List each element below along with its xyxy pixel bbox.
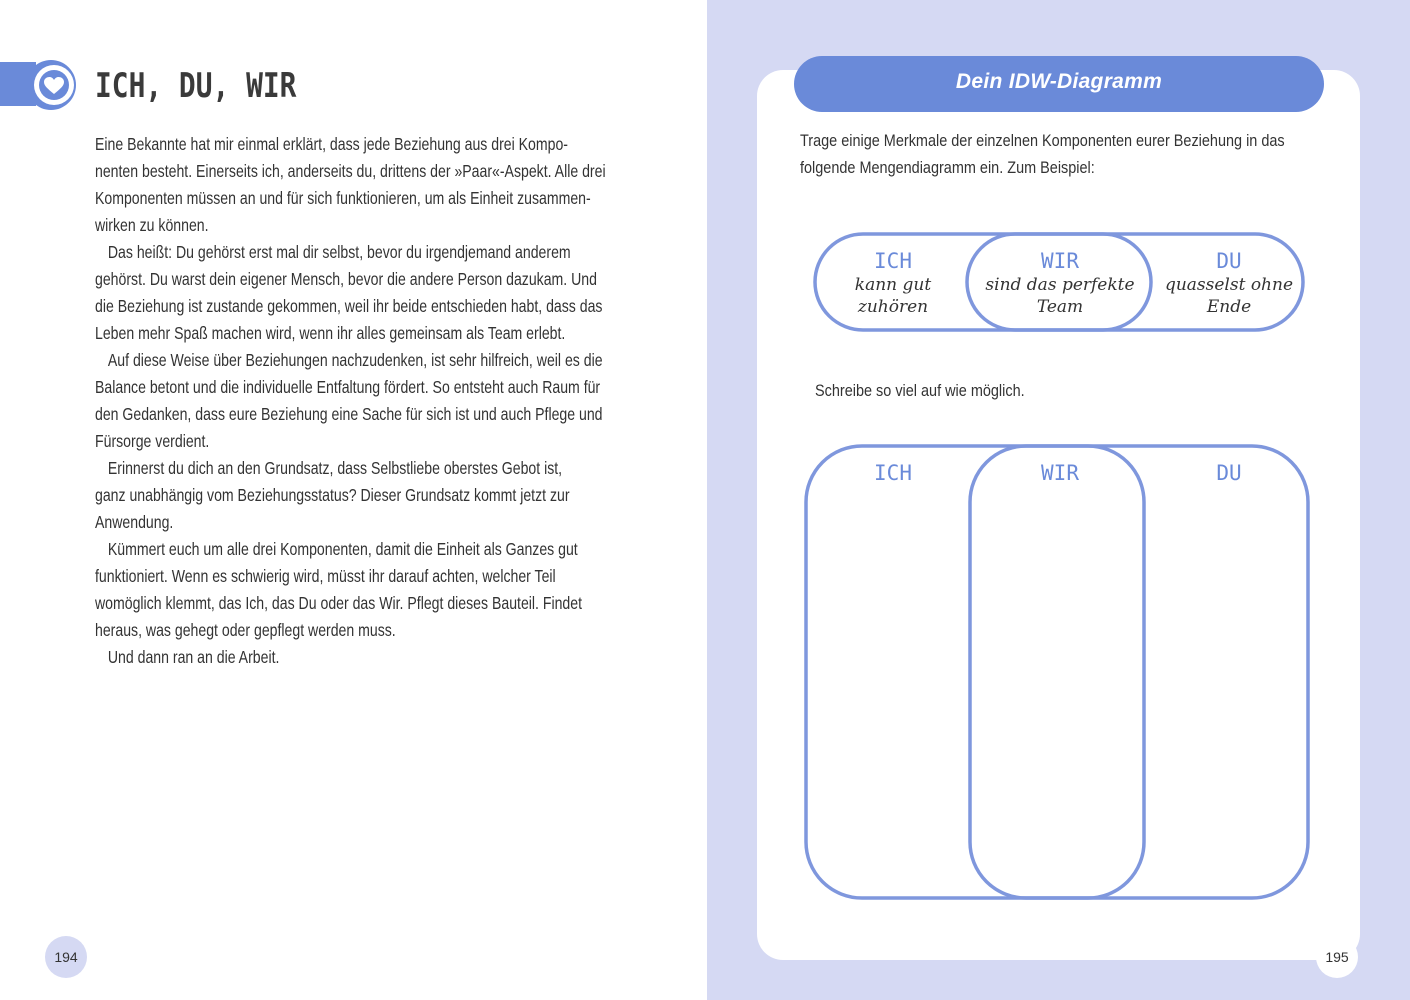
example-wir-text: Team <box>1036 297 1084 317</box>
blank-ich-label: ICH <box>874 461 912 485</box>
paragraph: Erinnerst du dich an den Grundsatz, dass Selbstliebe oberstes Gebot ist, ganz unabhängig vom Beziehungsstatus? Dieser Grundsatz kommt jetzt zur Anwendung. <box>95 458 570 532</box>
example-du-text: quasselst ohne <box>1164 275 1294 295</box>
example-wir-label: WIR <box>1041 249 1079 273</box>
blank-ich-wir-outline <box>806 446 1144 898</box>
paragraph: Kümmert euch um alle drei Komponenten, damit die Einheit als Ganzes gut funktioniert. Wenn es schwierig wird, müsst ihr darauf achten, welcher Teil womöglich klemmt, das Ich, das Du oder das Wir. Pflegt dieses Bauteil. Findet heraus, was gehegt oder gepflegt werden muss. <box>95 539 583 640</box>
paragraph: Und dann ran an die Arbeit. <box>107 647 280 667</box>
paragraph: Auf diese Weise über Beziehungen nachzudenken, ist sehr hilfreich, weil es die Balance betont und die individuelle Entfaltung fördert. So entsteht auch Raum für den Gedanken, dass eure Beziehung eine Sache für sich ist und auch Pflege und Fürsorge verdient. <box>95 350 603 451</box>
example-wir-text: sind das perfekte <box>985 275 1135 295</box>
blank-wir-label: WIR <box>1041 461 1079 485</box>
page-title: ICH, DU, WIR <box>95 66 297 106</box>
example-ich-label: ICH <box>874 249 912 273</box>
blank-diagram <box>806 446 1308 898</box>
example-du-text: Ende <box>1206 297 1252 317</box>
blank-wir-du-outline <box>970 446 1308 898</box>
example-ich-text: kann gut <box>854 275 932 295</box>
page-number-left: 194 <box>45 936 87 978</box>
paragraph: Eine Bekannte hat mir einmal erklärt, dass jede Beziehung aus drei Kompo- nenten besteht. Einerseits ich, anderseits du, drittens der »Paar«-Aspekt. Alle drei Komponenten müssen an und für sich funktionieren, um als Einheit zusammen- wirken zu können. <box>95 134 606 235</box>
paragraph: Das heißt: Du gehörst erst mal dir selbst, bevor du irgendjemand anderem gehörst. Du warst dein eigener Mensch, bevor die andere Person dazukam. Und die Beziehung ist zustande gekommen, weil ihr beide entschieden habt, dass das Leben mehr Spaß machen wird, wenn ihr alles gemeinsam als Team erlebt. <box>95 242 603 343</box>
worksheet-header: Dein IDW-Diagramm <box>794 56 1324 112</box>
example-ich-text: zuhören <box>857 297 929 317</box>
instruction-text: Schreibe so viel auf wie möglich. <box>815 381 1025 400</box>
page-number-right: 195 <box>1316 936 1358 978</box>
intro-text: Trage einige Merkmale der einzelnen Komponenten eurer Beziehung in das folgende Mengendiagramm ein. Zum Beispiel: <box>800 131 1285 177</box>
example-du-label: DU <box>1216 249 1242 273</box>
blank-du-label: DU <box>1216 461 1242 485</box>
